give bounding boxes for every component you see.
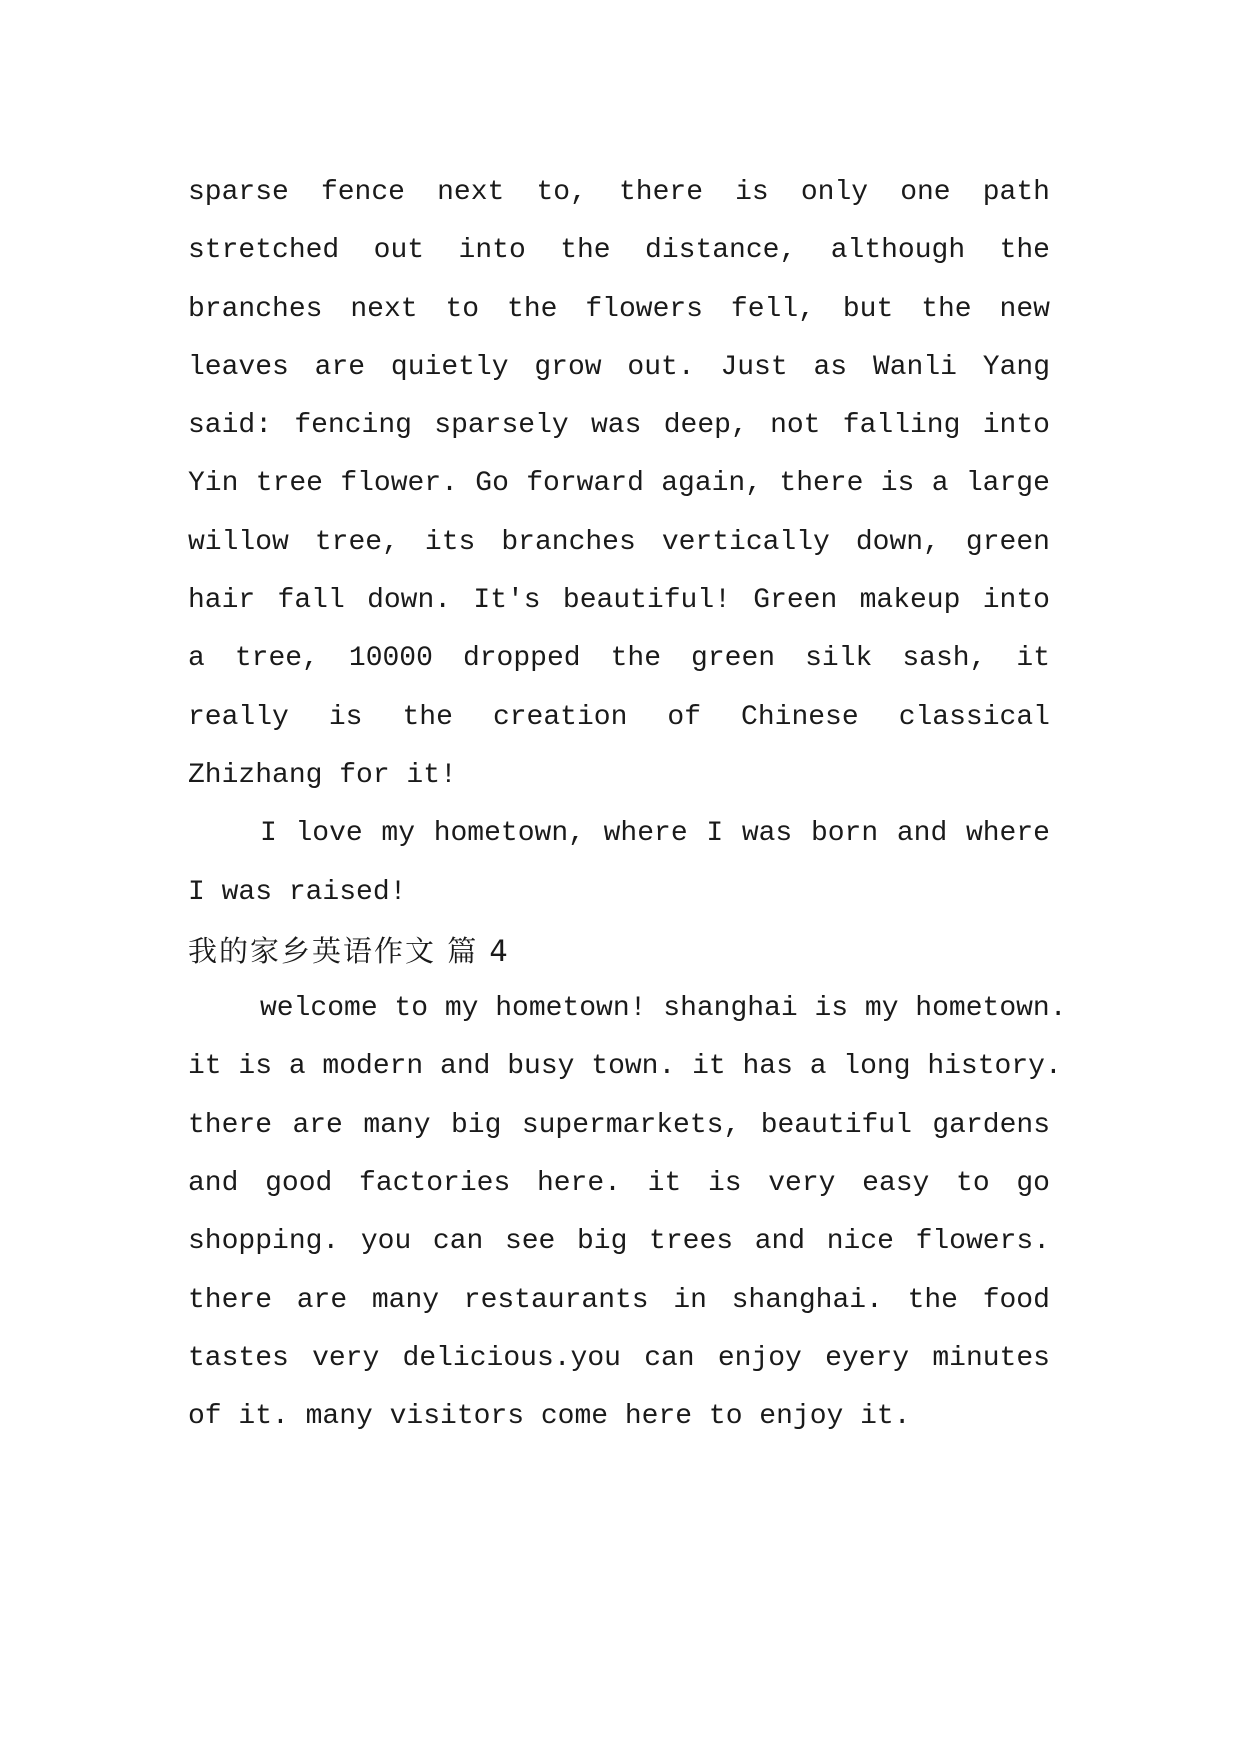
text-line: it is a modern and busy town. it has a long history.	[188, 1051, 1062, 1083]
word: are	[292, 1109, 343, 1141]
word: large	[965, 468, 1050, 500]
word: I	[706, 818, 724, 850]
word: of	[667, 701, 702, 733]
word: can	[644, 1342, 695, 1374]
word: the	[507, 293, 558, 325]
text-line-last: Zhizhang for it!	[188, 759, 457, 791]
word: hometown,	[433, 818, 585, 850]
word: as	[813, 351, 848, 383]
word: It's	[473, 585, 541, 617]
word: the	[402, 701, 453, 733]
word: was	[741, 818, 793, 850]
text-line-last: I was raised!	[188, 876, 407, 908]
paragraph-continued	[188, 164, 1050, 805]
word: fell,	[730, 293, 815, 325]
word: out	[373, 235, 425, 267]
word: many	[371, 1284, 440, 1316]
word: there	[188, 1284, 273, 1316]
word: Go	[475, 468, 509, 500]
word: you	[360, 1226, 412, 1258]
text-line	[188, 1097, 1050, 1155]
text-line	[188, 1330, 1050, 1388]
word: and	[754, 1226, 806, 1258]
word: forward	[526, 468, 644, 500]
word: distance,	[645, 235, 797, 267]
text-line	[188, 455, 1050, 513]
word: Yang	[982, 351, 1050, 383]
word: factories	[359, 1168, 511, 1200]
word: down,	[855, 526, 940, 558]
paragraph-closing	[188, 805, 1050, 922]
word: it	[1016, 643, 1050, 675]
word: where	[965, 818, 1050, 850]
word: a	[188, 643, 205, 675]
word: into	[982, 410, 1050, 442]
word: is	[328, 701, 363, 733]
text-line-last: of it. many visitors come here to enjoy it.	[188, 1401, 911, 1433]
word: here.	[536, 1168, 621, 1200]
word: eyery	[825, 1342, 910, 1374]
word: the	[560, 235, 611, 267]
word: beautiful!	[562, 585, 731, 617]
word: beautiful	[760, 1109, 912, 1141]
word: flowers.	[915, 1226, 1050, 1258]
word: Just	[720, 351, 788, 383]
word: again,	[661, 468, 763, 500]
word: is	[880, 468, 915, 500]
section-heading: 我的家乡英语作文 篇 4	[188, 933, 510, 968]
word: into	[458, 235, 526, 267]
word: to,	[536, 177, 587, 208]
word: grow	[534, 351, 602, 383]
text-line	[188, 572, 1050, 630]
text-line	[188, 514, 1050, 572]
word: path	[982, 177, 1050, 208]
paragraph-essay-4	[188, 980, 1067, 1446]
document-body	[188, 164, 1067, 1447]
word: its	[424, 526, 476, 558]
word: can	[432, 1226, 484, 1258]
word: branches	[188, 293, 323, 325]
word: nice	[826, 1226, 894, 1258]
word: silk	[805, 643, 873, 675]
word: one	[900, 177, 951, 208]
word: supermarkets,	[521, 1109, 741, 1141]
word: very	[312, 1342, 380, 1374]
word: there	[779, 468, 864, 500]
word: but	[842, 293, 894, 325]
word: not	[770, 410, 821, 442]
text-line	[188, 1272, 1050, 1330]
text-line	[188, 164, 1050, 222]
word: 10000	[348, 643, 433, 675]
word: gardens	[932, 1109, 1050, 1141]
word: born	[810, 818, 879, 850]
word: into	[982, 585, 1050, 617]
word: to	[445, 293, 480, 325]
word: go	[1016, 1168, 1050, 1200]
word: I	[260, 818, 277, 850]
word: are	[314, 351, 366, 383]
word: is	[707, 1168, 742, 1200]
word: very	[768, 1168, 836, 1200]
word: Chinese	[741, 701, 859, 733]
word: branches	[501, 526, 636, 558]
word: big	[450, 1109, 502, 1141]
word: Wanli	[872, 351, 957, 383]
word: quietly	[390, 351, 509, 383]
word: dropped	[462, 643, 581, 675]
word: tree,	[234, 643, 319, 675]
word: delicious.you	[402, 1342, 621, 1374]
text-line-indented	[188, 805, 1050, 863]
word: Yin	[188, 468, 239, 500]
word: hair	[188, 585, 256, 617]
word: green	[965, 526, 1050, 558]
word: is	[735, 177, 769, 208]
word: where	[603, 818, 688, 850]
word: are	[296, 1284, 348, 1316]
word: only	[800, 177, 869, 208]
word: and	[896, 818, 948, 850]
word: minutes	[932, 1342, 1050, 1374]
word: the	[999, 235, 1050, 267]
text-line	[188, 397, 1050, 455]
word: enjoy	[717, 1342, 802, 1374]
word: there	[618, 177, 703, 208]
word: green	[691, 643, 776, 675]
word: good	[265, 1168, 333, 1200]
word: vertically	[661, 526, 830, 558]
word: to	[956, 1168, 990, 1200]
word: sparsely	[434, 410, 569, 442]
word: tree	[255, 468, 323, 500]
word: fence	[320, 177, 405, 208]
text-line	[188, 1213, 1050, 1271]
text-line-indented: welcome to my hometown! shanghai is my hometown.	[260, 993, 1067, 1025]
word: the	[921, 293, 972, 325]
word: said:	[188, 410, 273, 442]
word: and	[188, 1168, 239, 1200]
word: out.	[627, 351, 695, 383]
word: sash,	[902, 643, 987, 675]
word: although	[830, 235, 966, 267]
word: easy	[862, 1168, 930, 1200]
word: deep,	[663, 410, 748, 442]
word: there	[188, 1109, 273, 1141]
text-line	[188, 689, 1050, 747]
word: fencing	[294, 410, 412, 442]
word: fall	[277, 585, 345, 617]
word: big	[577, 1226, 628, 1258]
word: restaurants	[463, 1284, 649, 1316]
word: in	[673, 1284, 707, 1316]
word: leaves	[188, 351, 289, 383]
word: it	[647, 1168, 682, 1200]
word: falling	[842, 410, 961, 442]
word: see	[504, 1226, 556, 1258]
word: trees	[649, 1226, 734, 1258]
word: was	[591, 410, 642, 442]
word: makeup	[859, 585, 961, 617]
word: the	[610, 643, 662, 675]
word: creation	[492, 701, 628, 733]
word: new	[999, 293, 1050, 325]
word: next	[437, 177, 505, 208]
word: food	[982, 1284, 1050, 1316]
text-line	[188, 339, 1050, 397]
word: tree,	[314, 526, 399, 558]
word: shanghai.	[731, 1284, 883, 1316]
word: Green	[753, 585, 838, 617]
word: willow	[188, 526, 289, 558]
word: love	[295, 818, 363, 850]
word: tastes	[188, 1342, 289, 1374]
text-line	[188, 1155, 1050, 1213]
word: my	[381, 818, 416, 850]
text-line	[188, 630, 1050, 688]
word: next	[350, 293, 418, 325]
word: a	[931, 468, 949, 500]
word: classical	[898, 701, 1050, 733]
text-line	[188, 222, 1050, 280]
word: sparse	[188, 177, 289, 208]
word: many	[363, 1109, 431, 1141]
word: the	[907, 1284, 958, 1316]
word: flowers	[585, 293, 703, 325]
text-line	[188, 281, 1050, 339]
word: shopping.	[188, 1226, 340, 1258]
word: stretched	[188, 235, 340, 267]
word: down.	[367, 585, 452, 617]
word: really	[188, 701, 289, 733]
word: flower.	[340, 468, 458, 500]
